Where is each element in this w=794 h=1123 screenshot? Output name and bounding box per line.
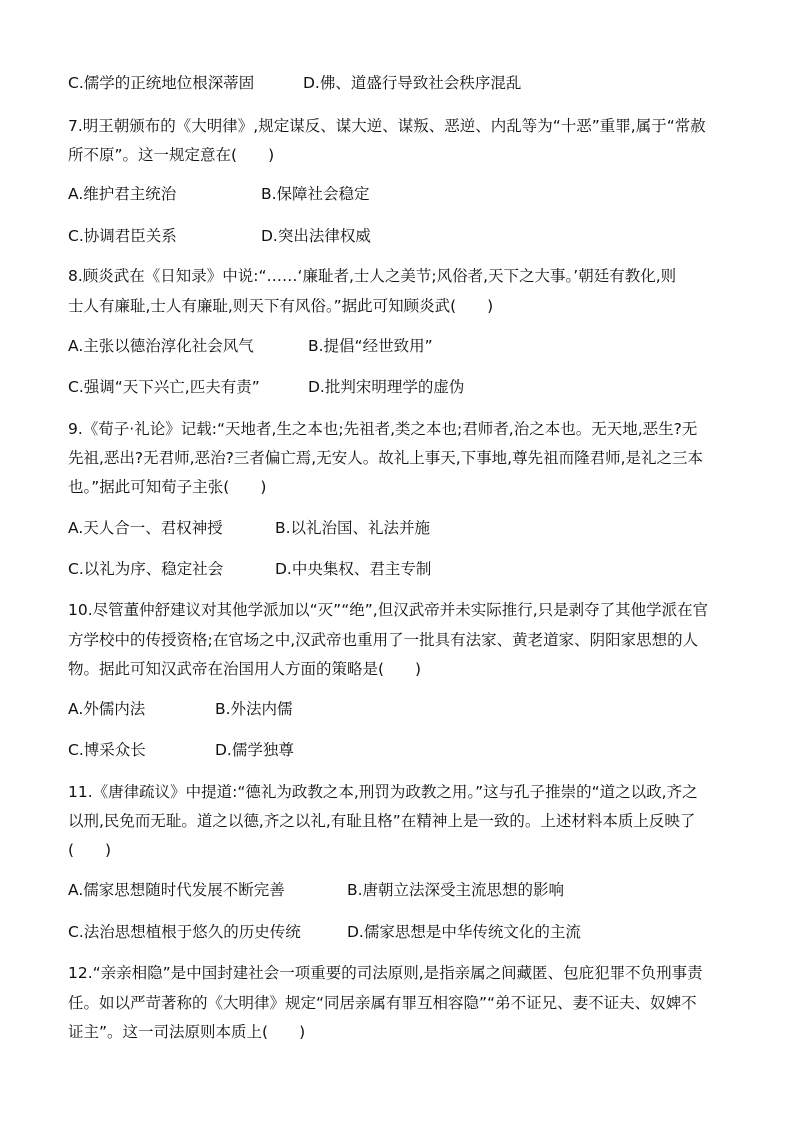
q7-option-a: A.维护君主统治 <box>68 185 177 203</box>
q9-option-d: D.中央集权、君主专制 <box>275 560 432 578</box>
q11-stem-line1: 11.《唐律疏议》中提道:“德礼为政教之本,刑罚为政教之用。”这与孔子推崇的“道之以政,齐之 <box>68 783 698 801</box>
q9-stem-line2: 先祖,恶出?无君师,恶治?三者偏亡焉,无安人。故礼上事天,下事地,尊先祖而隆君师,是礼之三本 <box>68 449 704 467</box>
q8-option-c: C.强调“天下兴亡,匹夫有责” <box>68 378 260 396</box>
q10-option-d: D.儒学独尊 <box>215 741 294 759</box>
q9-option-c: C.以礼为序、稳定社会 <box>68 560 224 578</box>
q10-stem-line3: 物。据此可知汉武帝在治国用人方面的策略是( ) <box>68 660 422 678</box>
q6-option-c: C.儒学的正统地位根深蒂固 <box>68 74 255 92</box>
q12-stem-line2: 任。如以严苛著称的《大明律》规定“同居亲属有罪互相容隐”“弟不证兄、妻不证夫、奴婢不 <box>68 994 697 1012</box>
q6-option-d: D.佛、道盛行导致社会秩序混乱 <box>303 74 522 92</box>
q11-stem-line2: 以刑,民免而无耻。道之以德,齐之以礼,有耻且格”在精神上是一致的。上述材料本质上反映了 <box>68 812 696 830</box>
q10-stem-line2: 方学校中的传授资格;在官场之中,汉武帝也重用了一批具有法家、黄老道家、阴阳家思想的人 <box>68 631 699 649</box>
q11-stem-line3: ( ) <box>68 841 112 859</box>
q11-option-b: B.唐朝立法深受主流思想的影响 <box>347 881 565 899</box>
q7-stem-line1: 7.明王朝颁布的《大明律》,规定谋反、谋大逆、谋叛、恶逆、内乱等为“十恶”重罪,属于“常赦 <box>68 117 706 135</box>
q8-option-d: D.批判宋明理学的虚伪 <box>308 378 465 396</box>
q10-option-c: C.博采众长 <box>68 741 146 759</box>
q10-option-b: B.外法内儒 <box>215 700 293 718</box>
q8-stem-line2: 士人有廉耻,士人有廉耻,则天下有风俗。”据此可知顾炎武( ) <box>68 297 494 315</box>
q10-option-a: A.外儒内法 <box>68 700 146 718</box>
q9-option-b: B.以礼治国、礼法并施 <box>275 519 431 537</box>
q8-option-a: A.主张以德治淳化社会风气 <box>68 337 254 355</box>
q9-option-a: A.天人合一、君权神授 <box>68 519 223 537</box>
q8-option-b: B.提倡“经世致用” <box>308 337 433 355</box>
q9-stem-line1: 9.《荀子·礼论》记载:“天地者,生之本也;先祖者,类之本也;君师者,治之本也。无天地,恶生?无 <box>68 420 698 438</box>
q7-option-b: B.保障社会稳定 <box>261 185 370 203</box>
q11-option-d: D.儒家思想是中华传统文化的主流 <box>347 923 581 941</box>
q11-option-a: A.儒家思想随时代发展不断完善 <box>68 881 285 899</box>
q7-option-c: C.协调君臣关系 <box>68 227 177 245</box>
q7-stem-line2: 所不原”。这一规定意在( ) <box>68 146 275 164</box>
q12-stem-line3: 证主”。这一司法原则本质上( ) <box>68 1023 306 1041</box>
q12-stem-line1: 12.“亲亲相隐”是中国封建社会一项重要的司法原则,是指亲属之间藏匿、包庇犯罪不负刑事责 <box>68 964 703 982</box>
q10-stem-line1: 10.尽管董仲舒建议对其他学派加以“灭”“绝”,但汉武帝并未实际推行,只是剥夺了其他学派在官 <box>68 601 709 619</box>
q9-stem-line3: 也。”据此可知荀子主张( ) <box>68 478 267 496</box>
q8-stem-line1: 8.顾炎武在《日知录》中说:“……‘廉耻者,士人之美节;风俗者,天下之大事。’朝廷有教化,则 <box>68 267 677 285</box>
q7-option-d: D.突出法律权威 <box>261 227 371 245</box>
q11-option-c: C.法治思想植根于悠久的历史传统 <box>68 923 301 941</box>
